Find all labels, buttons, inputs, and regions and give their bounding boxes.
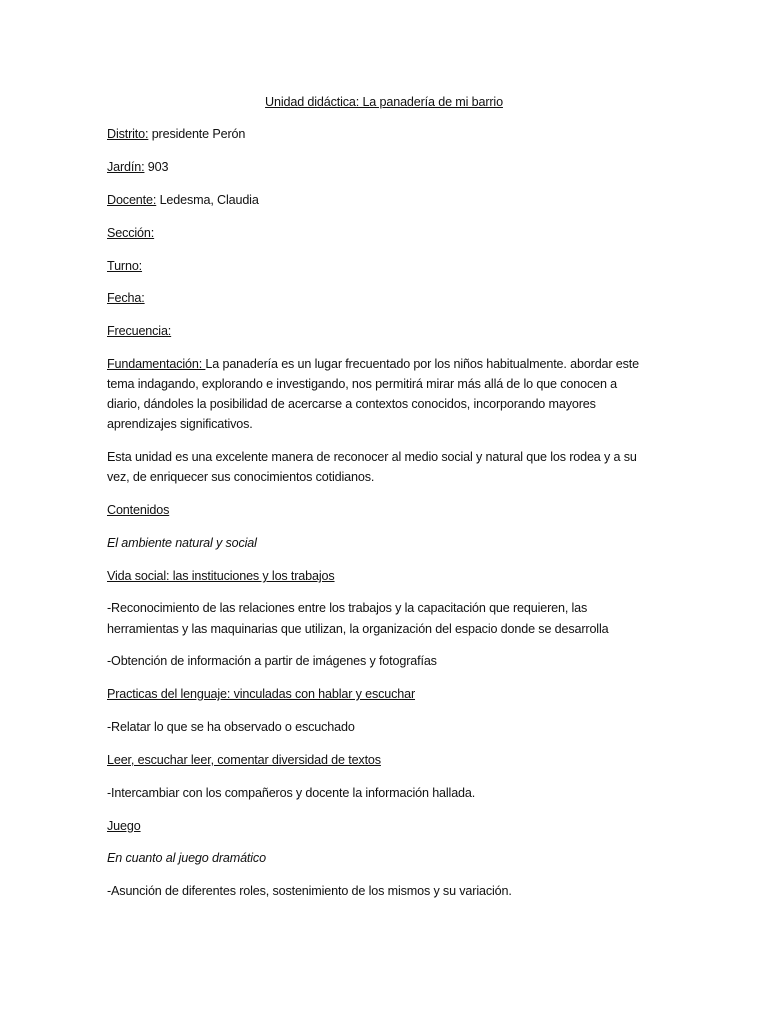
field-label: Fecha: xyxy=(107,291,145,305)
field-distrito xyxy=(107,125,245,143)
field-value: presidente Perón xyxy=(148,127,246,141)
paragraph-line: aprendizajes significativos. xyxy=(107,417,253,431)
field-seccion xyxy=(107,224,154,242)
fundamentacion-label: Fundamentación: xyxy=(107,357,206,371)
juego-heading: Juego xyxy=(107,819,141,833)
paragraph-text: La panadería es un lugar frecuentado por los niños habitualmente. abordar este xyxy=(205,357,640,371)
list-item: -Obtención de información a partir de imágenes y fotografías xyxy=(107,654,437,668)
vida-social-heading: Vida social: las instituciones y los trabajos xyxy=(107,569,335,583)
field-value: Ledesma, Claudia xyxy=(156,193,259,207)
paragraph-line: tema indagando, explorando e investigando, nos permitirá mirar más allá de lo que conocen a xyxy=(107,377,618,391)
document-title: Unidad didáctica: La panadería de mi barrio xyxy=(265,95,503,109)
field-label: Docente: xyxy=(107,193,157,207)
field-frecuencia xyxy=(107,322,171,340)
field-label: Distrito: xyxy=(107,127,149,141)
fundamentacion-line xyxy=(107,355,639,373)
field-label: Turno: xyxy=(107,259,143,273)
paragraph-line: Esta unidad es una excelente manera de reconocer al medio social y natural que los rodea y a su xyxy=(107,450,637,464)
list-item: -Relatar lo que se ha observado o escuchado xyxy=(107,720,355,734)
field-label: Sección: xyxy=(107,226,155,240)
list-item-line: -Reconocimiento de las relaciones entre los trabajos y la capacitación que requieren, las xyxy=(107,601,588,615)
ambiente-subheading: El ambiente natural y social xyxy=(107,536,257,550)
paragraph-line: vez, de enriquecer sus conocimientos cotidianos. xyxy=(107,470,375,484)
list-item: -Asunción de diferentes roles, sostenimiento de los mismos y su variación. xyxy=(107,884,512,898)
field-fecha xyxy=(107,289,145,307)
field-jardin xyxy=(107,158,168,176)
field-label: Frecuencia: xyxy=(107,324,172,338)
field-docente xyxy=(107,191,259,209)
list-item: -Intercambiar con los compañeros y docente la información hallada. xyxy=(107,786,476,800)
list-item-line: herramientas y las maquinarias que utilizan, la organización del espacio donde se desarrolla xyxy=(107,622,609,636)
field-value: 903 xyxy=(144,160,169,174)
field-turno xyxy=(107,257,142,275)
field-label: Jardín: xyxy=(107,160,145,174)
contenidos-heading: Contenidos xyxy=(107,503,170,517)
practicas-heading: Practicas del lenguaje: vinculadas con hablar y escuchar xyxy=(107,687,416,701)
leer-heading: Leer, escuchar leer, comentar diversidad de textos xyxy=(107,753,381,767)
juego-subheading: En cuanto al juego dramático xyxy=(107,851,266,865)
paragraph-line: diario, dándoles la posibilidad de acercarse a contextos conocidos, incorporando mayores xyxy=(107,397,596,411)
